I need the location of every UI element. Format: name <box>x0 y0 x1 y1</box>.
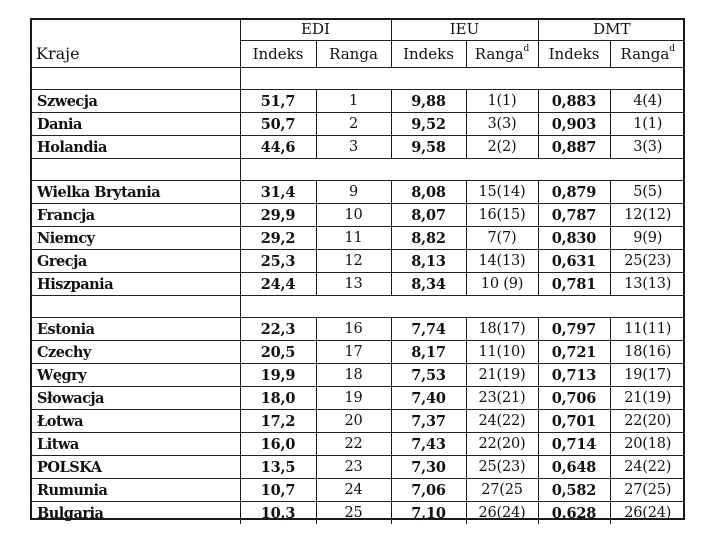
column-header-ieu-rank-label: Ranga <box>474 45 524 63</box>
cell-country: Szwecja <box>30 90 240 113</box>
table-row <box>30 113 685 136</box>
group-separator-row <box>30 296 685 318</box>
cell-ieu-index: 9,58 <box>391 136 466 159</box>
table-row <box>30 364 685 387</box>
cell-edi-index: 17,2 <box>240 410 316 433</box>
cell-country: Węgry <box>30 364 240 387</box>
table-row <box>30 318 685 341</box>
column-header-ieu-rank <box>466 41 538 68</box>
cell-dmt-rank: 27(25) <box>610 479 685 502</box>
cell-dmt-index: 0,830 <box>538 227 610 250</box>
table-row <box>30 250 685 273</box>
cell-ieu-index: 9,52 <box>391 113 466 136</box>
cell-ieu-index: 7,30 <box>391 456 466 479</box>
cell-ieu-rank: 22(20) <box>466 433 538 456</box>
data-table <box>30 18 685 524</box>
cell-ieu-index: 7,06 <box>391 479 466 502</box>
footnote-marker: d <box>523 44 530 54</box>
cell-country: Estonia <box>30 318 240 341</box>
cell-edi-index: 29,2 <box>240 227 316 250</box>
cell-country: Grecja <box>30 250 240 273</box>
cell-dmt-index: 0,781 <box>538 273 610 296</box>
header-group-row <box>30 18 685 41</box>
cell-edi-index: 13,5 <box>240 456 316 479</box>
table-row <box>30 341 685 364</box>
header-column-row <box>30 41 685 68</box>
cell-ieu-rank: 2(2) <box>466 136 538 159</box>
cell-dmt-rank: 26(24) <box>610 502 685 525</box>
table-row <box>30 136 685 159</box>
cell-ieu-rank: 27(25 <box>466 479 538 502</box>
cell-edi-rank: 2 <box>316 113 391 136</box>
cell-edi-rank: 17 <box>316 341 391 364</box>
cell-country: Słowacja <box>30 387 240 410</box>
cell-dmt-index: 0,903 <box>538 113 610 136</box>
cell-edi-rank: 10 <box>316 204 391 227</box>
cell-edi-rank: 23 <box>316 456 391 479</box>
cell-dmt-rank: 18(16) <box>610 341 685 364</box>
table-row <box>30 181 685 204</box>
cell-ieu-index: 8,08 <box>391 181 466 204</box>
group-header-edi: EDI <box>240 18 391 41</box>
cell-dmt-rank: 4(4) <box>610 90 685 113</box>
cell-ieu-rank: 21(19) <box>466 364 538 387</box>
separator-cell <box>240 159 685 181</box>
cell-edi-rank: 1 <box>316 90 391 113</box>
separator-cell <box>30 68 240 90</box>
cell-ieu-index: 9,88 <box>391 90 466 113</box>
cell-dmt-rank: 1(1) <box>610 113 685 136</box>
cell-edi-rank: 25 <box>316 502 391 525</box>
table-row <box>30 273 685 296</box>
cell-dmt-index: 0,787 <box>538 204 610 227</box>
separator-cell <box>30 159 240 181</box>
cell-dmt-index: 0.628 <box>538 502 610 525</box>
footnote-marker: d <box>669 44 676 54</box>
separator-cell <box>240 68 685 90</box>
cell-ieu-rank: 25(23) <box>466 456 538 479</box>
cell-country: Rumunia <box>30 479 240 502</box>
column-header-edi-index: Indeks <box>240 41 316 68</box>
table-row <box>30 410 685 433</box>
column-header-dmt-index: Indeks <box>538 41 610 68</box>
table-row <box>30 204 685 227</box>
cell-dmt-rank: 24(22) <box>610 456 685 479</box>
cell-dmt-index: 0,706 <box>538 387 610 410</box>
cell-ieu-rank: 3(3) <box>466 113 538 136</box>
cell-ieu-rank: 7(7) <box>466 227 538 250</box>
group-header-dmt: DMT <box>538 18 685 41</box>
cell-edi-index: 51,7 <box>240 90 316 113</box>
cell-ieu-index: 7,43 <box>391 433 466 456</box>
cell-dmt-index: 0,797 <box>538 318 610 341</box>
cell-edi-rank: 22 <box>316 433 391 456</box>
cell-edi-index: 50,7 <box>240 113 316 136</box>
column-header-dmt-rank <box>610 41 685 68</box>
cell-dmt-rank: 9(9) <box>610 227 685 250</box>
cell-dmt-index: 0,648 <box>538 456 610 479</box>
cell-country: Francja <box>30 204 240 227</box>
cell-edi-index: 44,6 <box>240 136 316 159</box>
cell-ieu-rank: 14(13) <box>466 250 538 273</box>
column-header-edi-rank: Ranga <box>316 41 391 68</box>
cell-ieu-rank: 15(14) <box>466 181 538 204</box>
table-row <box>30 227 685 250</box>
cell-ieu-index: 8,34 <box>391 273 466 296</box>
cell-country: Niemcy <box>30 227 240 250</box>
column-header-ieu-index: Indeks <box>391 41 466 68</box>
cell-ieu-rank: 24(22) <box>466 410 538 433</box>
cell-edi-index: 24,4 <box>240 273 316 296</box>
cell-edi-index: 16,0 <box>240 433 316 456</box>
cell-edi-index: 22,3 <box>240 318 316 341</box>
cell-dmt-rank: 20(18) <box>610 433 685 456</box>
separator-cell <box>240 296 685 318</box>
cell-country: Czechy <box>30 341 240 364</box>
header-blank-cell <box>30 18 240 41</box>
cell-country: Bulgaria <box>37 504 104 522</box>
cell-edi-index: 10,7 <box>240 479 316 502</box>
cell-ieu-index: 7,74 <box>391 318 466 341</box>
cell-ieu-rank: 16(15) <box>466 204 538 227</box>
cell-country: Hiszpania <box>30 273 240 296</box>
cell-edi-index: 31,4 <box>240 181 316 204</box>
cell-edi-index: 29,9 <box>240 204 316 227</box>
cell-ieu-rank: 18(17) <box>466 318 538 341</box>
table-row <box>30 90 685 113</box>
cell-ieu-index: 8,13 <box>391 250 466 273</box>
cell-dmt-rank: 21(19) <box>610 387 685 410</box>
cell-edi-rank: 9 <box>316 181 391 204</box>
cell-edi-index: 10,3 <box>240 502 316 525</box>
cell-dmt-rank: 13(13) <box>610 273 685 296</box>
separator-cell <box>30 296 240 318</box>
cell-ieu-index: 8,82 <box>391 227 466 250</box>
cell-dmt-index: 0,887 <box>538 136 610 159</box>
table-row <box>30 456 685 479</box>
cell-dmt-index: 0,582 <box>538 479 610 502</box>
column-header-country: Kraje <box>30 41 240 68</box>
cell-country: Holandia <box>30 136 240 159</box>
cell-dmt-rank: 5(5) <box>610 181 685 204</box>
cell-edi-rank: 19 <box>316 387 391 410</box>
cell-dmt-index: 0,701 <box>538 410 610 433</box>
cell-dmt-rank: 22(20) <box>610 410 685 433</box>
table-row <box>30 502 685 525</box>
cell-edi-rank: 13 <box>316 273 391 296</box>
cell-ieu-index: 8,17 <box>391 341 466 364</box>
group-header-ieu: IEU <box>391 18 538 41</box>
table-row <box>30 479 685 502</box>
table-row <box>30 387 685 410</box>
cell-ieu-index: 7,37 <box>391 410 466 433</box>
cell-dmt-rank: 3(3) <box>610 136 685 159</box>
table-row <box>30 433 685 456</box>
cell-edi-index: 19,9 <box>240 364 316 387</box>
cell-edi-index: 18,0 <box>240 387 316 410</box>
cell-ieu-rank: 10 (9) <box>466 273 538 296</box>
column-header-dmt-rank-label: Ranga <box>620 45 670 63</box>
cell-edi-index: 20,5 <box>240 341 316 364</box>
cell-ieu-index: 7,40 <box>391 387 466 410</box>
cell-dmt-index: 0,883 <box>538 90 610 113</box>
cell-dmt-rank: 11(11) <box>610 318 685 341</box>
cell-dmt-index: 0,714 <box>538 433 610 456</box>
cell-edi-rank: 24 <box>316 479 391 502</box>
cell-ieu-rank: 26(24) <box>466 502 538 525</box>
table-body <box>30 68 685 525</box>
cell-dmt-index: 0,713 <box>538 364 610 387</box>
cell-dmt-index: 0,879 <box>538 181 610 204</box>
cell-dmt-index: 0,631 <box>538 250 610 273</box>
cell-dmt-index: 0,721 <box>538 341 610 364</box>
cell-dmt-rank: 25(23) <box>610 250 685 273</box>
cell-country: Litwa <box>30 433 240 456</box>
cell-dmt-rank: 12(12) <box>610 204 685 227</box>
cell-ieu-rank: 23(21) <box>466 387 538 410</box>
cell-ieu-index: 8,07 <box>391 204 466 227</box>
cell-ieu-index: 7,10 <box>391 502 466 525</box>
cell-edi-rank: 20 <box>316 410 391 433</box>
cell-edi-index: 25,3 <box>240 250 316 273</box>
cell-ieu-rank: 11(10) <box>466 341 538 364</box>
cell-edi-rank: 3 <box>316 136 391 159</box>
cell-ieu-rank: 1(1) <box>466 90 538 113</box>
cell-edi-rank: 16 <box>316 318 391 341</box>
cell-dmt-rank: 19(17) <box>610 364 685 387</box>
cell-edi-rank: 12 <box>316 250 391 273</box>
cell-ieu-index: 7,53 <box>391 364 466 387</box>
cell-country: Łotwa <box>30 410 240 433</box>
cell-edi-rank: 11 <box>316 227 391 250</box>
cell-country: Wielka Brytania <box>30 181 240 204</box>
cell-edi-rank: 18 <box>316 364 391 387</box>
group-separator-row <box>30 68 685 90</box>
cell-country: POLSKA <box>30 456 240 479</box>
group-separator-row <box>30 159 685 181</box>
cell-country: Dania <box>30 113 240 136</box>
